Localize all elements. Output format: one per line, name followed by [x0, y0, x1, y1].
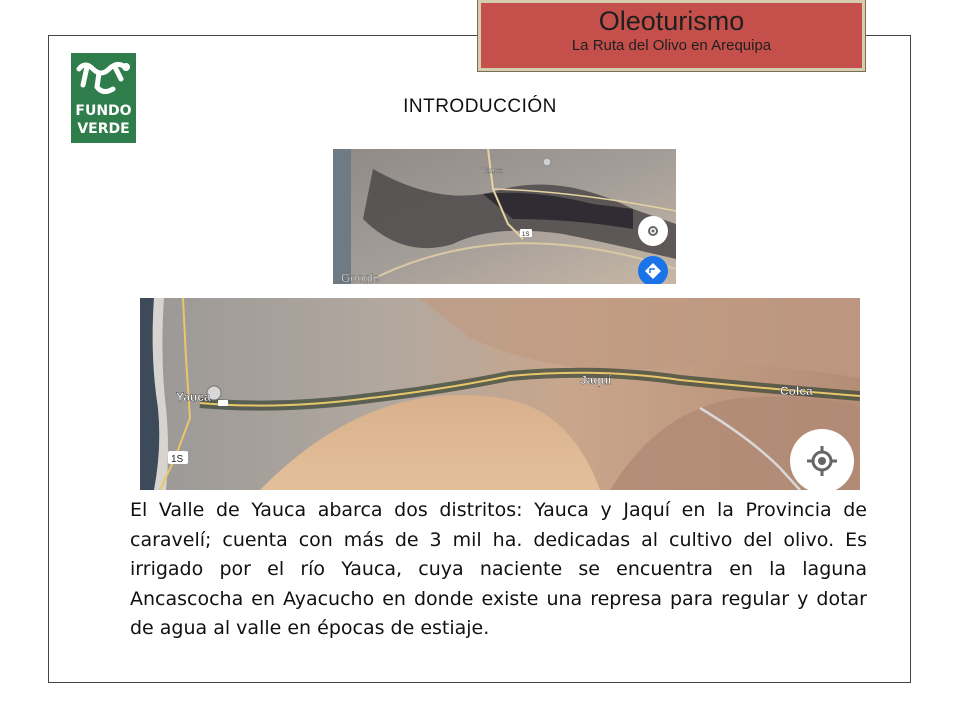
banner-subtitle: La Ruta del Olivo en Arequipa: [571, 37, 772, 54]
map-label-colca: Colca: [780, 384, 813, 398]
satellite-map-valley[interactable]: [140, 298, 860, 490]
map-top-road-label: 1S: [522, 232, 530, 238]
map-label-jaqui: Jaquí: [580, 373, 612, 387]
satellite-map-overview[interactable]: [333, 149, 676, 284]
map-top-google-watermark: Google: [341, 271, 380, 284]
banner-title: Oleoturismo: [598, 6, 745, 36]
section-heading: INTRODUCCIÓN: [403, 96, 557, 117]
my-location-icon[interactable]: [790, 429, 854, 490]
map-label-yauca: Yauca: [176, 390, 211, 404]
body-paragraph: El Valle de Yauca abarca dos distritos: Yauca y Jaquí en la Provincia de caravelí; cuenta con más de 3 mil ha. dedicadas al cultivo del olivo. Es irrigado por el río Yauca, cuya naciente se encuentra en la laguna Ancascocha en Ayacucho en donde existe una represa para regular y dotar de agua al valle en épocas de estiaje.: [130, 499, 867, 639]
map-top-label-town: Yauca: [481, 166, 504, 175]
title-banner: [478, 0, 865, 71]
location-pin-icon[interactable]: [543, 158, 551, 166]
logo-text-line1: FUNDO: [75, 103, 132, 119]
map-bottom-road-label: 1S: [171, 454, 184, 465]
logo-text-line2: VERDE: [77, 121, 130, 137]
my-location-icon[interactable]: [638, 216, 668, 246]
